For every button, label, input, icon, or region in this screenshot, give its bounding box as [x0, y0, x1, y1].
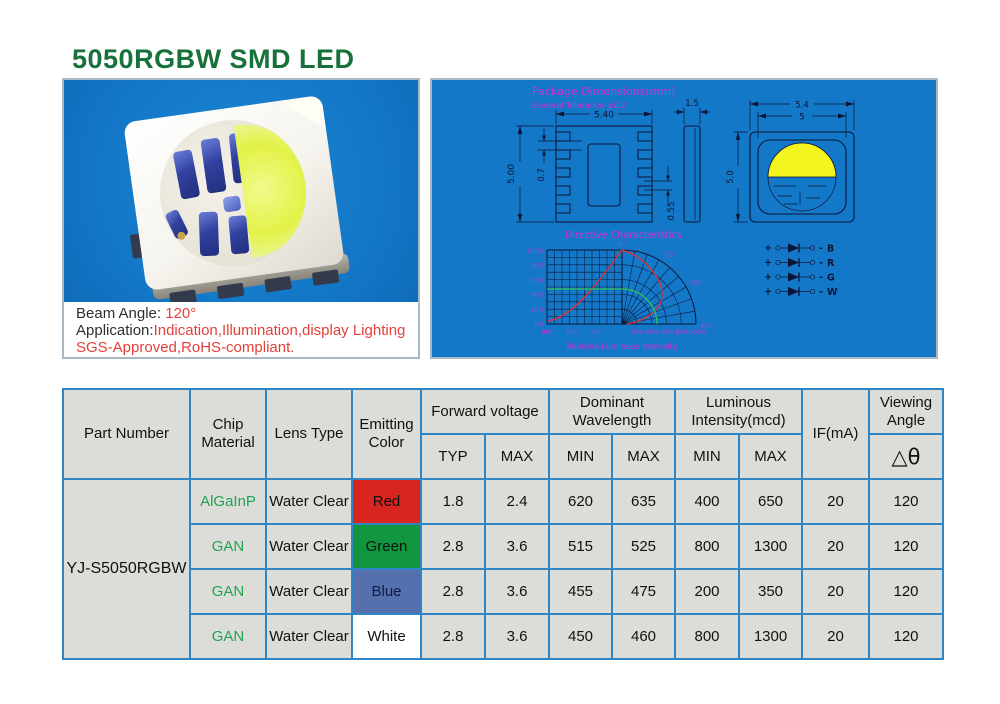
- diode-symbol: [764, 287, 838, 299]
- y-tick: 80%: [530, 262, 544, 270]
- radial-tick: 40%: [645, 329, 659, 336]
- led-pin: [312, 269, 340, 285]
- th-wl-min: MIN: [549, 434, 612, 479]
- cell-fv-typ: 2.8: [421, 569, 485, 614]
- tolerance-note: General Tolerance ±0.2: [532, 101, 627, 110]
- plus-sign: +: [764, 286, 772, 298]
- bond-pad: [177, 231, 186, 240]
- y-tick: 20%: [530, 306, 544, 314]
- th-chip-material: Chip Material: [190, 389, 266, 479]
- cell-iv-min: 200: [675, 569, 739, 614]
- cell-if-ma: 20: [802, 614, 869, 659]
- cell-wl-min: 515: [549, 524, 612, 569]
- th-fv-typ: TYP: [421, 434, 485, 479]
- chart-xlabel: Relative Luminous Intensity: [566, 342, 678, 351]
- channel-label: G: [827, 272, 835, 284]
- channel-label: W: [827, 287, 838, 298]
- th-iv-min: MIN: [675, 434, 739, 479]
- cell-fv-max: 3.6: [485, 614, 549, 659]
- directivity-chart: [527, 230, 712, 351]
- x-tick: 30°: [590, 329, 602, 336]
- th-fv-max: MAX: [485, 434, 549, 479]
- diode-symbol: [764, 272, 835, 284]
- electrode-slot: [200, 138, 226, 194]
- cell-fv-max: 2.4: [485, 479, 549, 524]
- led-photo: [64, 80, 418, 302]
- cell-chip-material: GAN: [190, 524, 266, 569]
- cell-iv-max: 650: [739, 479, 802, 524]
- electrode-slot: [223, 195, 242, 212]
- th-iv-max: MAX: [739, 434, 802, 479]
- cell-viewing-angle: 120: [869, 479, 943, 524]
- dim-front-width: 5.40: [593, 110, 615, 121]
- apex-label: 0°: [618, 241, 626, 248]
- x-tick: 60°: [566, 329, 578, 336]
- table-row: [63, 569, 943, 614]
- side-view: [674, 99, 710, 222]
- cell-wl-min: 620: [549, 479, 612, 524]
- cell-wl-min: 455: [549, 569, 612, 614]
- cell-chip-material: AlGaInP: [190, 479, 266, 524]
- cell-fv-max: 3.6: [485, 524, 549, 569]
- plus-sign: +: [764, 257, 772, 269]
- th-wl-max: MAX: [612, 434, 675, 479]
- x-tick: 90°: [541, 329, 553, 336]
- cell-fv-max: 3.6: [485, 569, 549, 614]
- cell-iv-min: 800: [675, 614, 739, 659]
- cell-if-ma: 20: [802, 524, 869, 569]
- y-tick: 0%: [534, 321, 544, 329]
- compliance-line: SGS-Approved,RoHS-compliant.: [76, 339, 295, 356]
- dim-top-height: 5.0: [726, 170, 736, 184]
- th-emitting-color: Emitting Color: [352, 389, 421, 479]
- led-lens: [151, 111, 316, 276]
- cell-iv-max: 1300: [739, 524, 802, 569]
- table-row: [63, 614, 943, 659]
- minus-sign: -: [819, 257, 823, 269]
- cell-emitting-color: Red: [352, 479, 421, 524]
- plus-sign: +: [764, 243, 772, 254]
- drawing-panel: [430, 78, 938, 359]
- phosphor-dome: [768, 143, 836, 177]
- dim-pad-pitch: 0.7: [537, 168, 547, 182]
- y-tick: 100%: [526, 248, 544, 255]
- radial-tick: 60%: [660, 329, 674, 336]
- dim-front-height: 5.00: [507, 163, 517, 185]
- minus-sign: -: [819, 286, 823, 298]
- cell-lens-type: Water Clear: [266, 614, 352, 659]
- top-view: [726, 100, 854, 222]
- beam-angle-line: [76, 305, 418, 322]
- table-row: [63, 479, 943, 524]
- cell-emitting-color: Blue: [352, 569, 421, 614]
- cell-wl-min: 450: [549, 614, 612, 659]
- cell-iv-min: 400: [675, 479, 739, 524]
- cell-emitting-color: White: [352, 614, 421, 659]
- package-drawing: [432, 80, 936, 357]
- cell-lens-type: Water Clear: [266, 479, 352, 524]
- photo-panel: [62, 78, 420, 359]
- radial-tick: 80%: [675, 329, 689, 336]
- th-delta-theta: △θ: [869, 434, 943, 479]
- diode-symbol: [764, 243, 834, 255]
- photo-caption: [64, 302, 418, 357]
- circuit-diagram: [764, 243, 838, 298]
- cell-wl-max: 635: [612, 479, 675, 524]
- cell-part-number: YJ-S5050RGBW: [63, 479, 190, 659]
- cell-fv-typ: 1.8: [421, 479, 485, 524]
- th-lens-type: Lens Type: [266, 389, 352, 479]
- spec-table: [62, 388, 944, 660]
- cell-fv-typ: 2.8: [421, 614, 485, 659]
- header-row-groups: [63, 389, 943, 434]
- cell-chip-material: GAN: [190, 569, 266, 614]
- page-title: 5050RGBW SMD LED: [72, 44, 355, 74]
- radial-tick: 20%: [630, 329, 644, 336]
- application-value: Indication,Illumination,display Lighting: [153, 322, 406, 339]
- table-row: [63, 524, 943, 569]
- application-label: Application:: [76, 322, 154, 339]
- dim-pad-width: 0.55: [667, 201, 677, 221]
- minus-sign: -: [819, 272, 823, 283]
- cell-fv-typ: 2.8: [421, 524, 485, 569]
- front-view: [507, 110, 677, 222]
- fan-angle-label: 90°: [701, 323, 712, 330]
- fan-angle-label: 60°: [691, 280, 702, 287]
- th-part-number: Part Number: [63, 389, 190, 479]
- dim-side-thickness: 1.5: [685, 99, 699, 109]
- channel-label: B: [827, 243, 835, 255]
- minus-sign: -: [819, 243, 823, 254]
- diode-symbol: [764, 258, 835, 270]
- th-dominant-wavelength: Dominant Wavelength: [549, 389, 675, 434]
- package-dimensions-heading: Package Dimensions(mm): [532, 85, 676, 98]
- led-pin: [217, 283, 245, 299]
- cell-viewing-angle: 120: [869, 524, 943, 569]
- dim-top-inner: 5: [799, 112, 805, 123]
- cell-iv-max: 350: [739, 569, 802, 614]
- cell-wl-max: 460: [612, 614, 675, 659]
- cell-viewing-angle: 120: [869, 614, 943, 659]
- beam-angle-label: Beam Angle:: [76, 305, 166, 322]
- cell-wl-max: 525: [612, 524, 675, 569]
- cell-lens-type: Water Clear: [266, 569, 352, 614]
- y-tick: 40%: [530, 292, 544, 300]
- plus-sign: +: [764, 272, 772, 283]
- electrode-slot: [199, 212, 220, 257]
- cell-viewing-angle: 120: [869, 569, 943, 614]
- cell-if-ma: 20: [802, 479, 869, 524]
- th-if-ma: IF(mA): [802, 389, 869, 479]
- cell-chip-material: GAN: [190, 614, 266, 659]
- corner-notch: [278, 95, 326, 135]
- cell-wl-max: 475: [612, 569, 675, 614]
- radial-tick: 100%: [689, 329, 707, 336]
- led-package: [123, 95, 345, 291]
- th-luminous-intensity: Luminous Intensity(mcd): [675, 389, 802, 434]
- fan-angle-label: 30°: [665, 252, 676, 259]
- led-pin: [264, 276, 292, 292]
- cell-iv-min: 800: [675, 524, 739, 569]
- cell-iv-max: 1300: [739, 614, 802, 659]
- channel-label: R: [827, 258, 835, 269]
- th-viewing-angle: Viewing Angle: [869, 389, 943, 434]
- led-package-body: [123, 95, 345, 291]
- y-tick: 60%: [530, 277, 544, 285]
- directivity-heading: Directive Characteristics: [565, 230, 682, 241]
- th-forward-voltage: Forward voltage: [421, 389, 549, 434]
- beam-angle-value: 120°: [165, 305, 197, 322]
- cell-lens-type: Water Clear: [266, 524, 352, 569]
- dim-top-outer: 5.4: [795, 100, 809, 111]
- application-line: [76, 322, 418, 339]
- electrode-slot: [173, 149, 201, 200]
- cell-emitting-color: Green: [352, 524, 421, 569]
- cell-if-ma: 20: [802, 569, 869, 614]
